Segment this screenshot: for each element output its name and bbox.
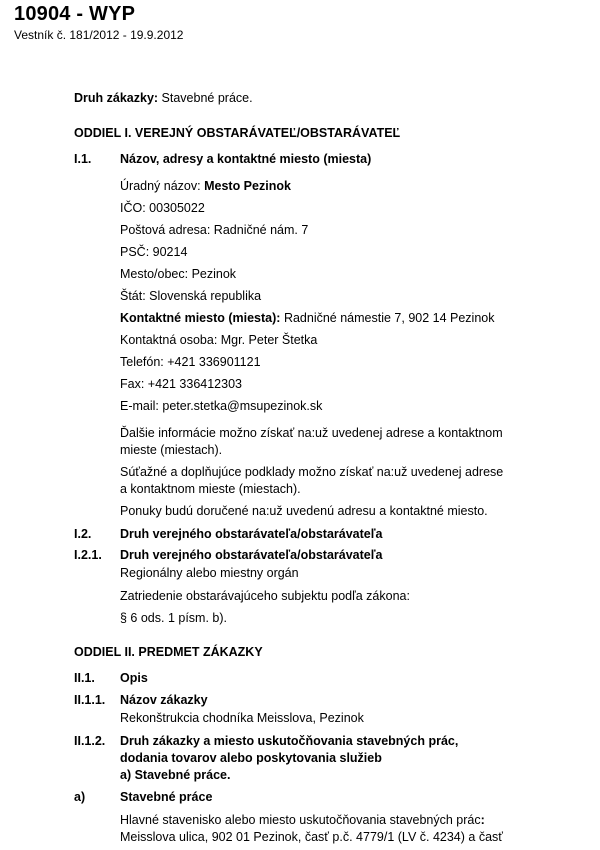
more-info-line-2: mieste (miestach).: [120, 443, 223, 457]
ii12-number: II.1.2.: [74, 734, 106, 748]
tender-docs-line-1: Súťažné a doplňujúce podklady možno získať na:už uvedenej adrese: [120, 465, 504, 479]
i21-title: Druh verejného obstarávateľa/obstarávateľa: [120, 548, 383, 562]
main-site-line-1: [120, 813, 485, 827]
i2-title: Druh verejného obstarávateľa/obstarávateľa: [120, 527, 383, 541]
authority-type-value: Regionálny alebo miestny orgán: [120, 566, 299, 580]
contract-type: [74, 91, 253, 105]
ii12-title-line-2: dodania tovarov alebo poskytovania služieb: [120, 751, 382, 765]
official-name-value: Mesto Pezinok: [204, 179, 291, 193]
country: Štát: Slovenská republika: [120, 289, 262, 303]
authority-classification: Zatriedenie obstarávajúceho subjektu podľa zákona:: [120, 589, 410, 603]
postal-code: PSČ: 90214: [120, 245, 188, 259]
offers-delivery: Ponuky budú doručené na:už uvedenú adresu a kontaktné miesto.: [120, 504, 488, 518]
ii1-title: Opis: [120, 671, 148, 685]
contract-type-value: Stavebné práce.: [161, 91, 253, 105]
contact-person: Kontaktná osoba: Mgr. Peter Štetka: [120, 333, 318, 347]
ii11-number: II.1.1.: [74, 693, 106, 707]
main-site-colon: :: [480, 813, 485, 827]
email-value[interactable]: peter.stetka@msupezinok.sk: [162, 399, 323, 413]
city: Mesto/obec: Pezinok: [120, 267, 237, 281]
i21-number: I.2.1.: [74, 548, 102, 562]
postal-address: Poštová adresa: Radničné nám. 7: [120, 223, 309, 237]
legal-paragraph: § 6 ods. 1 písm. b).: [120, 611, 227, 625]
main-site-line-2: Meisslova ulica, 902 01 Pezinok, časť p.č. 4779/1 (LV č. 4234) a časť: [120, 830, 503, 844]
email-label: E-mail:: [120, 399, 159, 413]
fax: Fax: +421 336412303: [120, 377, 242, 391]
ii11-title: Názov zákazky: [120, 693, 208, 707]
official-name-label: Úradný názov:: [120, 179, 201, 193]
section-2-heading: ODDIEL II. PREDMET ZÁKAZKY: [74, 645, 263, 659]
contact-point-value: Radničné námestie 7, 902 14 Pezinok: [283, 311, 495, 325]
email: [120, 399, 322, 413]
tender-docs-line-2: a kontaktnom mieste (miestach).: [120, 482, 301, 496]
ii12-title-line-1: Druh zákazky a miesto uskutočňovania stavebných prác,: [120, 734, 459, 748]
i1-number: I.1.: [74, 152, 92, 166]
i2-number: I.2.: [74, 527, 92, 541]
contract-title-value: Rekonštrukcia chodníka Meisslova, Pezinok: [120, 711, 364, 725]
more-info-line-1: Ďalšie informácie možno získať na:už uvedenej adrese a kontaktnom: [120, 426, 503, 440]
document-title: 10904 - WYP: [14, 3, 136, 25]
ii1-number: II.1.: [74, 671, 95, 685]
bulletin-reference: Vestník č. 181/2012 - 19.9.2012: [14, 28, 184, 42]
official-name: [120, 179, 291, 193]
phone: Telefón: +421 336901121: [120, 355, 261, 369]
ii12-title-line-3: a) Stavebné práce.: [120, 768, 231, 782]
contact-point-label: Kontaktné miesto (miesta):: [120, 311, 281, 325]
ico: IČO: 00305022: [120, 201, 205, 215]
main-site-label: Hlavné stavenisko alebo miesto uskutočňovania stavebných prác: [120, 813, 481, 827]
i1-title: Názov, adresy a kontaktné miesto (miesta): [120, 152, 372, 166]
contract-type-label: Druh zákazky:: [74, 91, 159, 105]
section-1-heading: ODDIEL I. VEREJNÝ OBSTARÁVATEĽ/OBSTARÁVATEĽ: [74, 126, 401, 140]
contact-point: [120, 311, 495, 325]
subsection-a-title: Stavebné práce: [120, 790, 213, 804]
subsection-a-number: a): [74, 790, 86, 804]
